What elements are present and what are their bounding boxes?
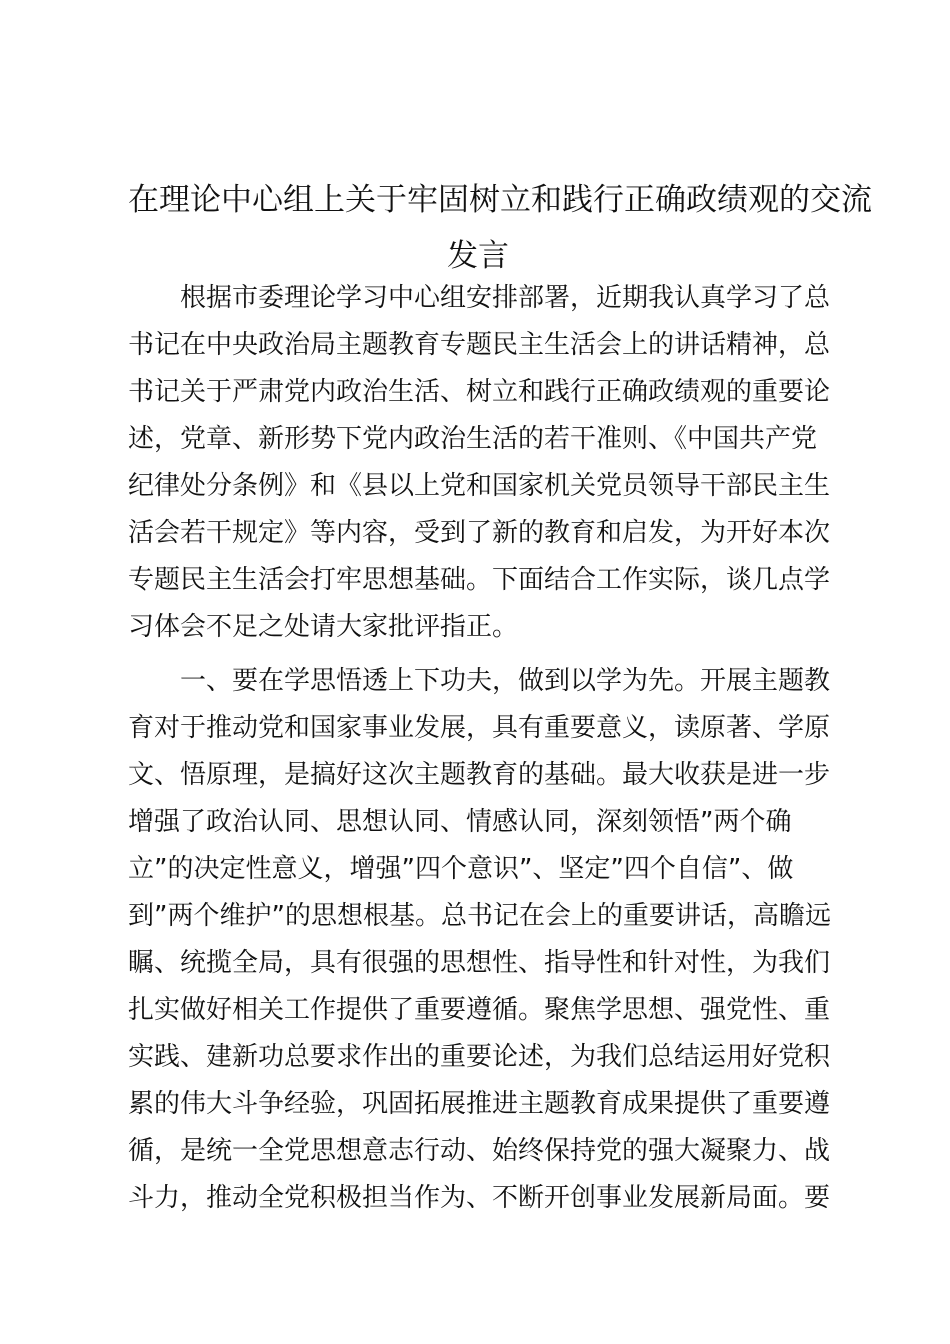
paragraph-1-line: 述，党章、新形势下党内政治生活的若干准则、《中国共产党 [128,424,818,454]
paragraph-1-line: 专题民主生活会打牢思想基础。下面结合工作实际，谈几点学 [128,565,831,595]
title-line-2: 发言 [447,238,509,274]
paragraph-1-line: 根据市委理论学习中心组安排部署，近期我认真学习了总 [128,283,831,313]
paragraph-1-line: 习体会不足之处请大家批评指正。 [128,612,519,642]
paragraph-2 [128,658,831,1222]
paragraph-2-line: 累的伟大斗争经验，巩固拓展推进主题教育成果提供了重要遵 [128,1089,831,1119]
paragraph-1-line: 活会若干规定》等内容，受到了新的教育和启发，为开好本次 [128,518,831,548]
paragraph-2-line: 斗力，推动全党积极担当作为、不断开创事业发展新局面。要 [128,1183,831,1213]
paragraph-2-line: 实践、建新功总要求作出的重要论述，为我们总结运用好党积 [128,1042,831,1072]
paragraph-1-line: 纪律处分条例》和《县以上党和国家机关党员领导干部民主生 [128,471,831,501]
paragraph-2-line: 育对于推动党和国家事业发展，具有重要意义，读原著、学原 [128,713,831,743]
document-body [128,275,831,1222]
paragraph-2-line: 瞩、统揽全局，具有很强的思想性、指导性和针对性，为我们 [128,948,831,978]
paragraph-2-line: 到”两个维护”的思想根基。总书记在会上的重要讲话，高瞻远 [128,901,831,931]
paragraph-2-line: 增强了政治认同、思想认同、情感认同，深刻领悟”两个确 [128,807,792,837]
paragraph-1 [128,275,831,651]
paragraph-1-line: 书记关于严肃党内政治生活、树立和践行正确政绩观的重要论 [128,377,831,407]
paragraph-1-line: 书记在中央政治局主题教育专题民主生活会上的讲话精神，总 [128,330,831,360]
paragraph-2-line: 循，是统一全党思想意志行动、始终保持党的强大凝聚力、战 [128,1136,831,1166]
paragraph-2-line: 文、悟原理，是搞好这次主题教育的基础。最大收获是进一步 [128,760,831,790]
paragraph-2-line: 一、要在学思悟透上下功夫，做到以学为先。开展主题教 [128,666,831,696]
title-line-1: 在理论中心组上关于牢固树立和践行正确政绩观的交流 [128,182,872,218]
paragraph-2-line: 扎实做好相关工作提供了重要遵循。聚焦学思想、强党性、重 [128,995,831,1025]
document-title [128,172,872,284]
paragraph-2-line: 立”的决定性意义，增强”四个意识”、坚定”四个自信”、做 [128,854,794,884]
